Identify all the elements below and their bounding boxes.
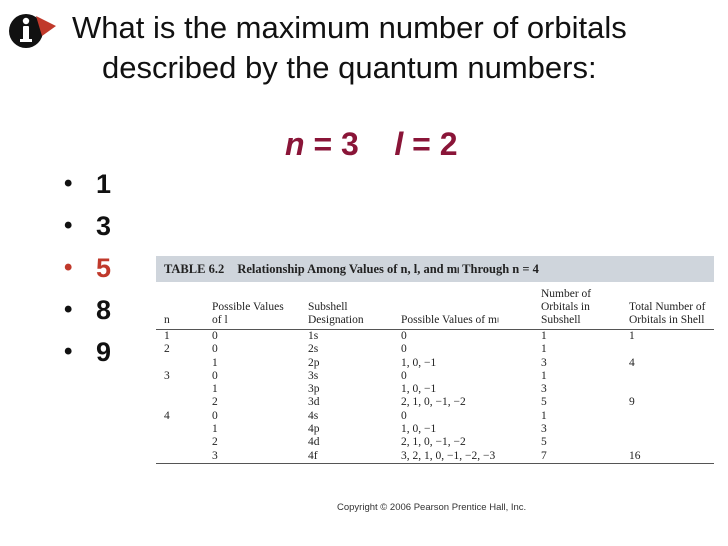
table-cell-t (625, 423, 714, 436)
table-cell-m: 2, 1, 0, −1, −2 (401, 436, 466, 449)
table-number: TABLE 6.2 (164, 262, 225, 276)
table-cell-m: 0 (401, 369, 407, 382)
table-cell-o: 1 (541, 409, 547, 422)
table-cell-o: 1 (541, 330, 547, 342)
choice-item[interactable]: • 3 (56, 205, 111, 247)
table-cell-s: 4s (308, 409, 319, 422)
table-cell-m: 1, 0, −1 (401, 356, 437, 369)
table-cell-l: 1 (212, 356, 218, 369)
table-cell-m: 0 (401, 409, 407, 422)
table-cell-o: 5 (541, 436, 547, 449)
table-cell-m: 3, 2, 1, 0, −1, −2, −3 (397, 450, 537, 464)
header-n: n (156, 282, 198, 330)
table-row (156, 450, 714, 464)
table-cell-s: 3s (308, 369, 319, 382)
table-row (156, 330, 714, 344)
table-cell-n: 1 (164, 330, 170, 342)
choice-item[interactable]: • 8 (56, 289, 111, 331)
table-cell-m: 0 (401, 343, 407, 356)
table-cell-t: 4 (629, 356, 635, 369)
table-cell-o: 1 (541, 369, 547, 382)
table-cell-m: 2, 1, 0, −1, −2 (401, 396, 466, 409)
n-value: = 3 (304, 126, 359, 162)
table-cell-t: 16 (625, 450, 714, 464)
table-cell-n (156, 396, 198, 409)
table-cell-t (625, 370, 714, 383)
table-cell-o: 3 (541, 423, 547, 436)
table-cell-o: 5 (541, 396, 547, 409)
table-row (156, 423, 714, 436)
table-header-row (156, 282, 714, 330)
table-row (156, 383, 714, 396)
copyright-notice: Copyright © 2006 Pearson Prentice Hall, Inc. (337, 502, 527, 513)
table-cell-t: 1 (629, 330, 635, 342)
table-row (156, 357, 714, 370)
orbital-data-table (156, 282, 714, 464)
table-cell-o: 3 (541, 383, 547, 396)
table-cell-t (625, 383, 714, 396)
table-cell-s: 4f (294, 450, 397, 464)
table-cell-s: 1s (308, 330, 319, 342)
n-variable: n (285, 126, 305, 162)
l-value: = 2 (403, 126, 458, 162)
table-cell-l: 0 (212, 330, 218, 342)
table-cell-s: 3d (308, 396, 320, 409)
table-caption-text: Relationship Among Values of n, l, and mₗ Through n = 4 (237, 262, 539, 276)
answer-choices (56, 163, 111, 373)
table-cell-n: 3 (164, 369, 170, 382)
table-cell-n (156, 450, 198, 464)
quantum-numbers (285, 126, 458, 163)
table-cell-l: 0 (212, 369, 218, 382)
table-cell-l: 1 (212, 383, 218, 396)
table-cell-l: 2 (212, 396, 218, 409)
table-cell-l: 0 (212, 409, 218, 422)
table-cell-s: 4p (308, 423, 320, 436)
header-ml: Possible Values of mₗ (397, 282, 537, 330)
table-cell-t: 9 (629, 396, 635, 409)
header-orbitals-subshell: Number of Orbitals in Subshell (537, 282, 625, 330)
table-cell-t (625, 410, 714, 423)
table-cell-m: 1, 0, −1 (401, 423, 437, 436)
table-cell-n (156, 436, 198, 449)
table-cell-l: 2 (212, 436, 218, 449)
choice-item[interactable]: • 1 (56, 163, 111, 205)
title-line-1: What is the maximum number of orbitals (72, 10, 627, 45)
header-l: Possible Values of l (198, 282, 294, 330)
table-cell-s: 3p (308, 383, 320, 396)
table-row (156, 410, 714, 423)
header-orbitals-shell: Total Number of Orbitals in Shell (625, 282, 714, 330)
table-cell-l: 1 (212, 423, 218, 436)
table-cell-o: 1 (541, 343, 547, 356)
table-caption (156, 256, 714, 282)
orbital-table (156, 256, 714, 498)
table-row (156, 396, 714, 409)
table-body (156, 330, 714, 464)
table-cell-t (625, 343, 714, 356)
table-cell-l: 3 (198, 450, 294, 464)
table-cell-t (625, 436, 714, 449)
choice-item-correct[interactable]: • 5 (56, 247, 111, 289)
title-line-2: described by the quantum numbers: (102, 50, 597, 85)
slide-title (66, 8, 726, 88)
table-cell-n: 4 (164, 409, 170, 422)
table-row (156, 370, 714, 383)
table-cell-l: 0 (212, 343, 218, 356)
l-variable: l (394, 126, 404, 162)
header-subshell: Subshell Designation (294, 282, 397, 330)
table-cell-n: 2 (164, 343, 170, 356)
table-cell-n (156, 383, 198, 396)
table-cell-m: 0 (401, 330, 407, 342)
table-row (156, 343, 714, 356)
table-cell-o: 7 (537, 450, 625, 464)
table-cell-s: 4d (308, 436, 320, 449)
table-row (156, 436, 714, 449)
table-cell-s: 2p (308, 356, 320, 369)
info-logo-icon (6, 10, 60, 50)
table-cell-n (156, 423, 198, 436)
table-cell-s: 2s (308, 343, 319, 356)
table-cell-m: 1, 0, −1 (401, 383, 437, 396)
table-cell-o: 3 (541, 356, 547, 369)
table-cell-n (156, 357, 198, 370)
choice-item[interactable]: • 9 (56, 331, 111, 373)
